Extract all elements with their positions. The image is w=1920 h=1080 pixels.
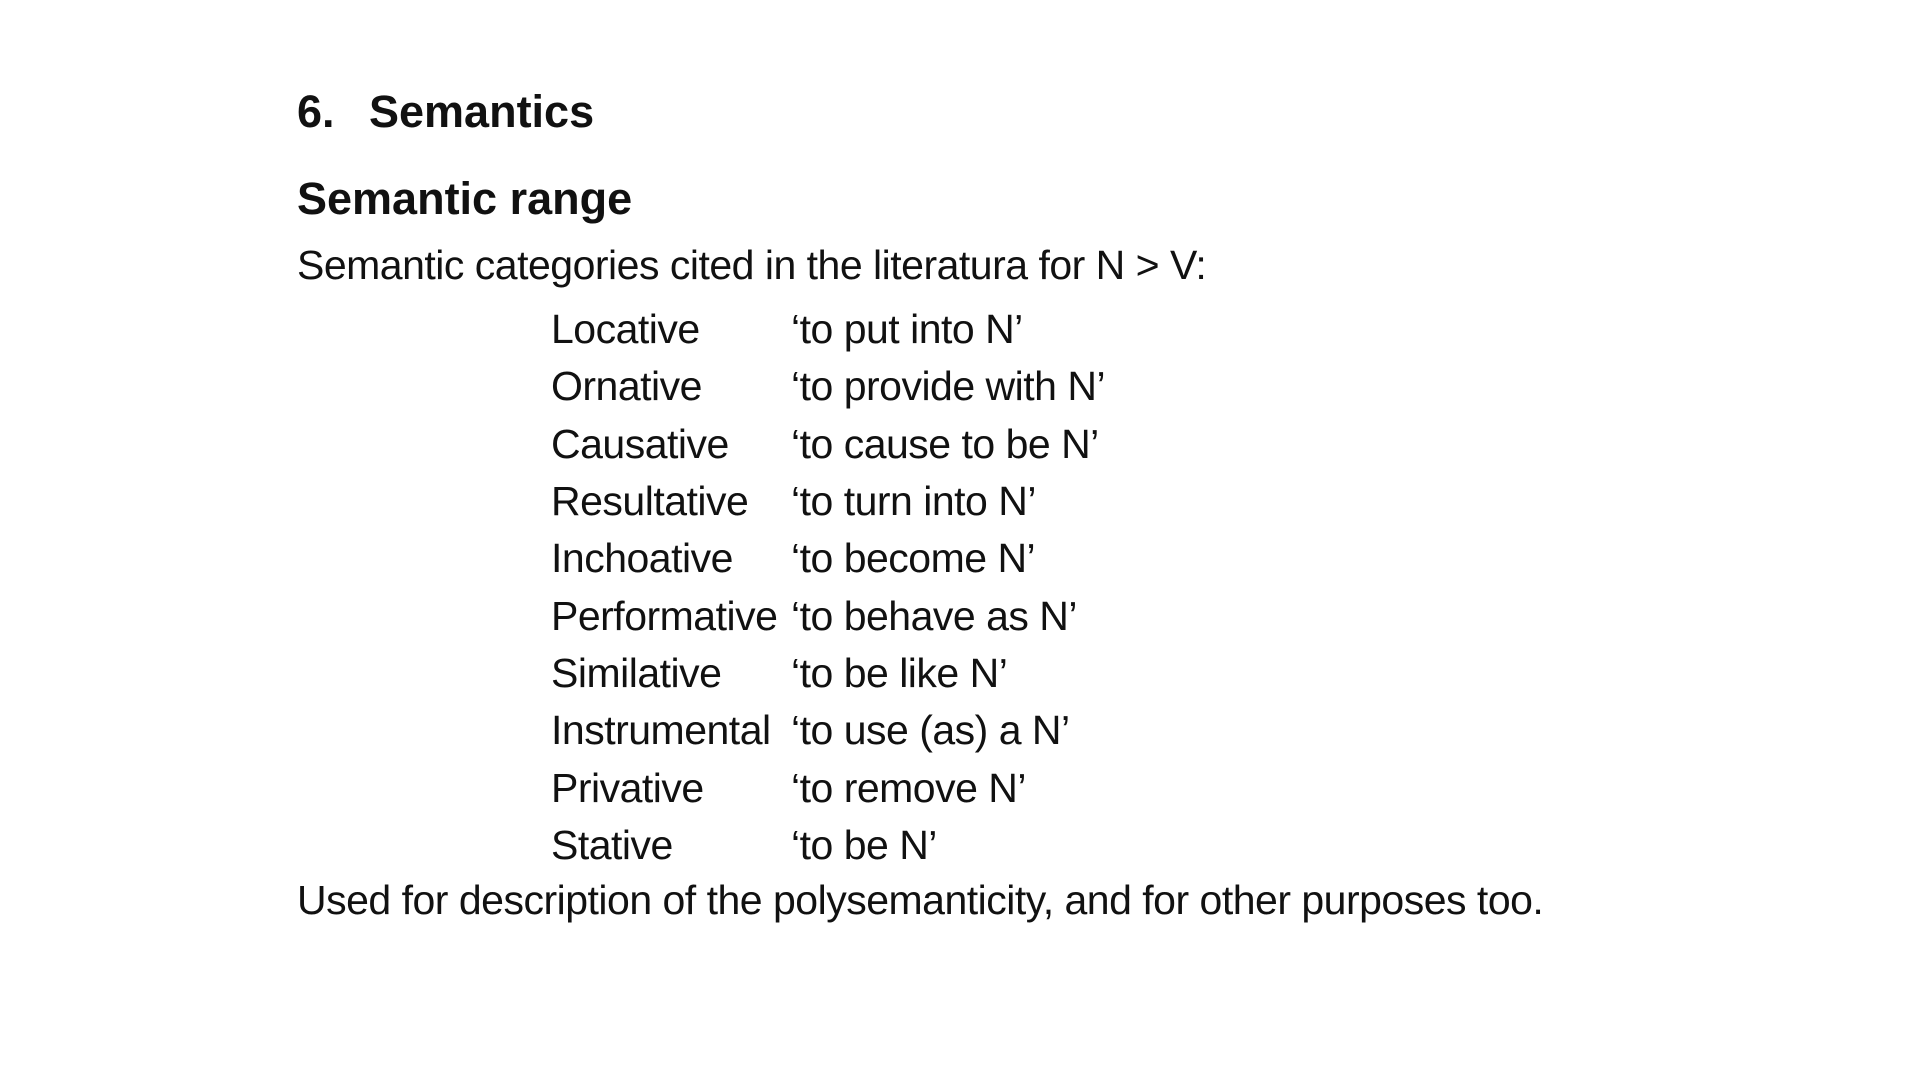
category-gloss: ‘to remove N’ — [791, 764, 1027, 811]
category-gloss: ‘to turn into N’ — [791, 478, 1036, 525]
category-gloss: ‘to be like N’ — [791, 649, 1008, 696]
category-name: Privative — [551, 764, 704, 811]
category-name: Similative — [551, 649, 722, 696]
category-name: Performative — [551, 592, 778, 639]
category-row-inchoative — [551, 530, 1105, 587]
category-row-stative — [551, 817, 1105, 874]
subheading: Semantic range — [297, 173, 633, 224]
category-name: Instrumental — [551, 707, 771, 754]
category-row-instrumental — [551, 702, 1105, 759]
category-row-causative — [551, 416, 1105, 473]
category-row-ornative — [551, 358, 1105, 415]
category-name: Inchoative — [551, 535, 733, 582]
category-gloss: ‘to put into N’ — [791, 306, 1023, 353]
section-heading — [297, 86, 594, 138]
category-gloss: ‘to be N’ — [791, 821, 937, 868]
category-row-resultative — [551, 473, 1105, 530]
category-name: Ornative — [551, 363, 702, 410]
category-gloss: ‘to cause to be N’ — [791, 420, 1099, 467]
category-row-similative — [551, 645, 1105, 702]
category-gloss: ‘to provide with N’ — [791, 363, 1106, 410]
closing-text: Used for description of the polysemanticity, and for other purposes too. — [297, 877, 1544, 923]
category-gloss: ‘to use (as) a N’ — [791, 707, 1070, 754]
section-number: 6. — [297, 86, 335, 137]
category-name: Stative — [551, 821, 673, 868]
category-row-performative — [551, 587, 1105, 644]
category-row-locative — [551, 301, 1105, 358]
category-list — [551, 301, 1105, 874]
intro-text: Semantic categories cited in the literatura for N > V: — [297, 242, 1207, 288]
section-title: Semantics — [369, 86, 595, 137]
category-gloss: ‘to become N’ — [791, 535, 1036, 582]
category-name: Resultative — [551, 478, 749, 525]
category-name: Causative — [551, 420, 729, 467]
category-row-privative — [551, 759, 1105, 816]
category-name: Locative — [551, 306, 700, 353]
category-gloss: ‘to behave as N’ — [791, 592, 1078, 639]
